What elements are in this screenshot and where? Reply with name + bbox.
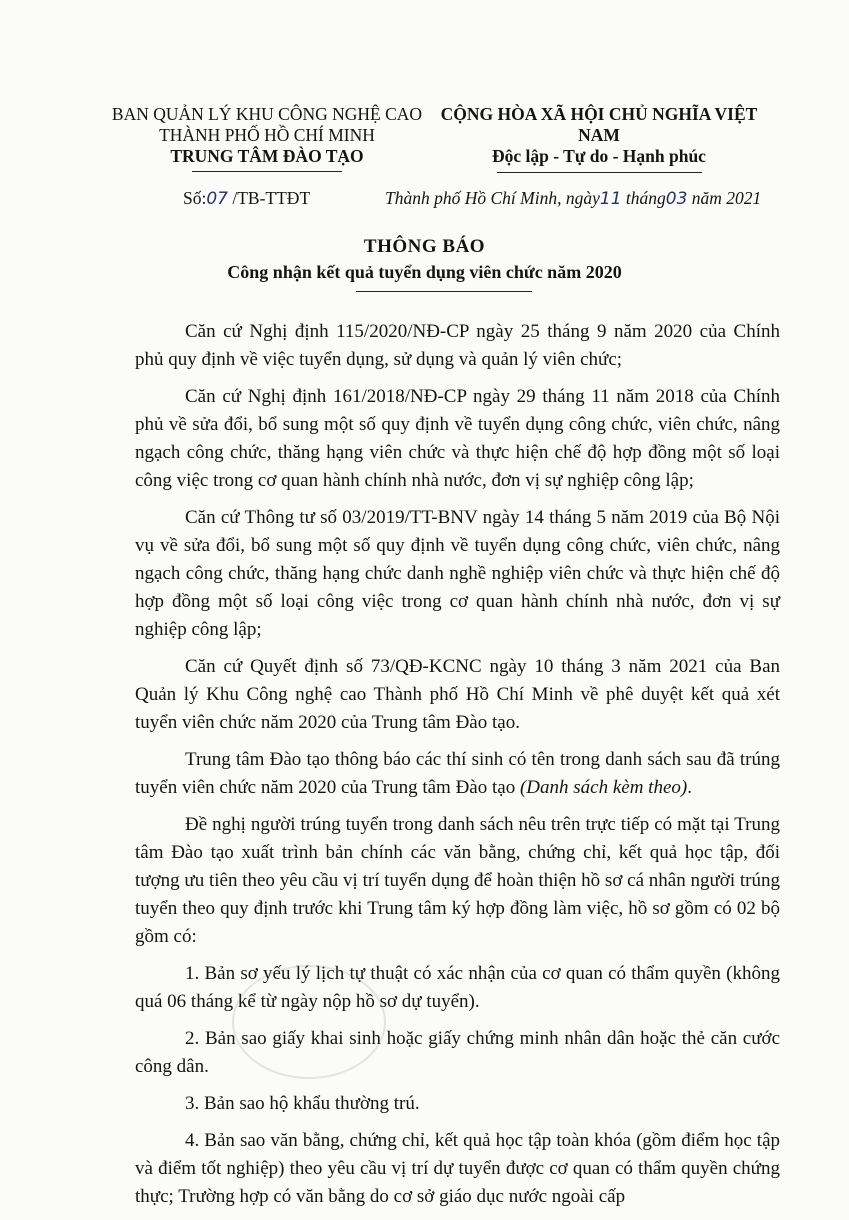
date-place-prefix: Thành phố Hồ Chí Minh, ngày (385, 188, 600, 208)
paragraph-legal-basis-2: Căn cứ Nghị định 161/2018/NĐ-CP ngày 29 tháng 11 năm 2018 của Chính phủ về sửa đổi, bổ sung một số quy định về tuyển dụng công chức, viên chức, nâng ngạch công chức, thăng hạng viên chức và thực hiện chế độ hợp đồng một số loại công việc trong cơ quan hành chính nhà nước, đơn vị sự nghiệp công lập; (135, 386, 780, 491)
announcement-text: Trung tâm Đào tạo thông báo các thí sinh có tên trong danh sách sau đã trúng tuyển viên chức năm 2020 của Trung tâm Đào tạo (135, 749, 780, 798)
document-number (183, 188, 310, 209)
national-motto-header (418, 104, 780, 173)
agency-underline (192, 171, 342, 172)
list-item-4: 4. Bản sao văn bằng, chứng chỉ, kết quả học tập toàn khóa (gồm điểm học tập và điểm tốt nghiệp) theo yêu cầu vị trí dự tuyển được cơ quan có thẩm quyền chứng thực; Trường hợp có văn bằng do cơ sở giáo dục nước ngoài cấp (135, 1130, 780, 1207)
issue-date (385, 188, 761, 209)
document-subtitle: Công nhận kết quả tuyển dụng viên chức năm 2020 (227, 262, 622, 282)
document-number-prefix: Số: (183, 188, 207, 208)
agency-parent-line2: THÀNH PHỐ HỒ CHÍ MINH (159, 125, 375, 145)
agency-parent-line1: BAN QUẢN LÝ KHU CÔNG NGHỆ CAO (111, 104, 423, 124)
list-item-1: 1. Bản sơ yếu lý lịch tự thuật có xác nhận của cơ quan có thẩm quyền (không quá 06 tháng kể từ ngày nộp hồ sơ dự tuyển). (135, 963, 780, 1012)
paragraph-legal-basis-1: Căn cứ Nghị định 115/2020/NĐ-CP ngày 25 tháng 9 năm 2020 của Chính phủ quy định về việc tuyển dụng, sử dụng và quản lý viên chức; (135, 321, 780, 370)
motto: Độc lập - Tự do - Hạnh phúc (492, 146, 706, 166)
date-year: năm 2021 (691, 188, 762, 208)
document-body (135, 318, 780, 1220)
date-month-handwritten: 03 (665, 189, 688, 209)
date-month-label: tháng (625, 188, 666, 208)
document-title: THÔNG BÁO (363, 236, 486, 257)
country-name: CỘNG HÒA XÃ HỘI CHỦ NGHĨA VIỆT NAM (440, 104, 758, 145)
issuing-agency-header (108, 104, 426, 172)
announcement-attachment-note: (Danh sách kèm theo) (519, 777, 688, 798)
paragraph-announcement (135, 746, 780, 802)
document-number-handwritten: 07 (206, 189, 228, 209)
agency-name: TRUNG TÂM ĐÀO TẠO (170, 146, 364, 166)
paragraph-legal-basis-3: Căn cứ Thông tư số 03/2019/TT-BNV ngày 14 tháng 5 năm 2019 của Bộ Nội vụ về sửa đổi, bổ sung một số quy định về tuyển dụng công chức, viên chức, nâng ngạch công chức, thăng hạng chức danh nghề nghiệp viên chức và thực hiện chế độ hợp đồng một số loại công việc trong cơ quan hành chính nhà nước, đơn vị sự nghiệp công lập; (135, 507, 780, 640)
announcement-end: . (687, 777, 692, 798)
paragraph-request: Đề nghị người trúng tuyển trong danh sách nêu trên trực tiếp có mặt tại Trung tâm Đào tạo xuất trình bản chính các văn bằng, chứng chỉ, kết quả học tập, đối tượng ưu tiên theo yêu cầu vị trí tuyển dụng để hoàn thiện hồ sơ cá nhân người trúng tuyển theo quy định trước khi Trung tâm ký hợp đồng làm việc, hồ sơ gồm có 02 bộ gồm có: (135, 814, 780, 947)
list-item-2: 2. Bản sao giấy khai sinh hoặc giấy chứng minh nhân dân hoặc thẻ căn cước công dân. (135, 1028, 780, 1077)
motto-underline (497, 172, 702, 173)
title-underline (356, 291, 532, 292)
paragraph-legal-basis-4: Căn cứ Quyết định số 73/QĐ-KCNC ngày 10 tháng 3 năm 2021 của Ban Quản lý Khu Công nghệ cao Thành phố Hồ Chí Minh về phê duyệt kết quả xét tuyển viên chức năm 2020 của Trung tâm Đào tạo. (135, 656, 780, 733)
document-number-suffix: /TB-TTĐT (232, 188, 311, 208)
list-item-3: 3. Bản sao hộ khẩu thường trú. (185, 1093, 420, 1114)
date-day-handwritten: 11 (599, 189, 622, 209)
